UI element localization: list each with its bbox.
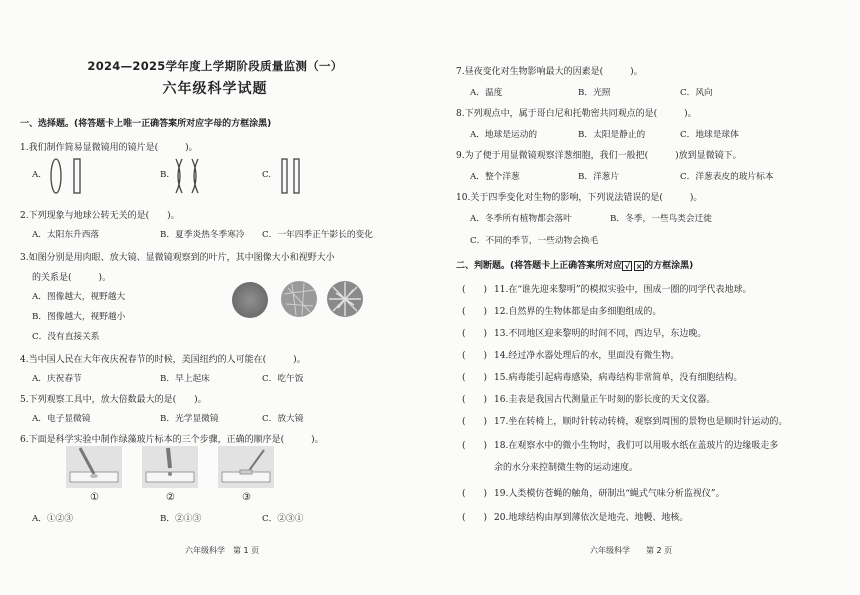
- leaf-naked-eye-image: [232, 282, 268, 318]
- judgement-18: 18.在观察水中的微小生物时，我们可以用吸水纸在盖玻片的边缘吸走多: [494, 441, 779, 451]
- q9-option-c: C．洋葱表皮的玻片标本: [680, 172, 774, 182]
- question-8: 8.下列观点中，属于哥白尼和托勒密共同观点的是( )。: [456, 109, 697, 119]
- step-3-label: ③: [242, 492, 251, 503]
- q8-option-c: C．地球是球体: [680, 130, 739, 140]
- leaf-magnifier-image: [280, 280, 318, 318]
- step-2-label: ②: [166, 492, 175, 503]
- judgement-paren: ( ): [462, 489, 488, 499]
- judgement-paren: ( ): [462, 307, 488, 317]
- judgement-paren: ( ): [462, 513, 488, 523]
- judgement-16: 16.圭表是我国古代测量正午时刻的影长度的天文仪器。: [494, 395, 716, 405]
- question-1: 1.我们制作简易显微镜用的镜片是( )。: [20, 143, 198, 153]
- judgement-14: 14.经过净水器处理后的水，里面没有微生物。: [494, 351, 680, 361]
- q7-option-a: A．温度: [470, 88, 503, 98]
- judgement-paren: ( ): [462, 351, 488, 361]
- q4-option-c: C．吃午饭: [262, 374, 304, 384]
- q5-option-a: A．电子显微镜: [32, 414, 91, 424]
- lens-option-c-icon: [278, 156, 318, 196]
- q1-option-c-label: C.: [262, 170, 272, 180]
- question-3-line-1: 3.如图分别是用肉眼、放大镜、显微镜观察到的叶片，其中图像大小和视野大小: [20, 253, 335, 263]
- check-box-icon: √: [622, 261, 632, 271]
- judgement-12: 12.自然界的生物体都是由多细胞组成的。: [494, 307, 662, 317]
- section-2-heading-end: 的方框涂黑): [644, 261, 694, 271]
- lens-option-a-icon: [48, 156, 108, 196]
- lens-option-b-icon: [172, 156, 232, 196]
- q1-option-b-label: B.: [160, 170, 170, 180]
- page-2-footer: 六年级科学 第 2 页: [590, 546, 673, 555]
- question-2: 2.下列现象与地球公转无关的是( )。: [20, 211, 180, 221]
- q4-option-a: A．庆祝春节: [32, 374, 82, 384]
- q3-option-b: B．图像越大，视野越小: [32, 312, 126, 322]
- q5-option-c: C．放大镜: [262, 414, 304, 424]
- q6-option-a: A．①②③: [32, 514, 74, 524]
- section-1-heading: 一、选择题。(将答题卡上唯一正确答案所对应字母的方框涂黑): [20, 119, 272, 129]
- slide-step-3-image: [218, 446, 274, 488]
- q9-option-b: B．洋葱片: [578, 172, 620, 182]
- judgement-paren: ( ): [462, 395, 488, 405]
- q3-option-c: C．没有直接关系: [32, 332, 100, 342]
- question-10: 10.关于四季变化对生物的影响，下列说法错误的是( )。: [456, 193, 703, 203]
- judgement-paren: ( ): [462, 417, 488, 427]
- slide-step-2-image: [142, 446, 198, 488]
- q10-option-b: B．冬季，一些鸟类会迁徙: [610, 214, 712, 224]
- q4-option-b: B．早上起床: [160, 374, 210, 384]
- q9-option-a: A．整个洋葱: [470, 172, 520, 182]
- question-3-line-2: 的关系是( )。: [32, 273, 112, 283]
- exam-title: 2024—2025学年度上学期阶段质量监测（一）: [87, 59, 343, 73]
- question-6: 6.下面是科学实验中制作绿藻玻片标本的三个步骤，正确的顺序是( )。: [20, 435, 324, 445]
- step-1-label: ①: [90, 492, 99, 503]
- judgement-17: 17.坐在转椅上，顺时针转动转椅，观察到周围的景物也是顺时针运动的。: [494, 417, 788, 427]
- judgement-19: 19.人类模仿苍蝇的触角，研制出“蝇式气味分析监视仪”。: [494, 489, 725, 499]
- q8-option-b: B．太阳是静止的: [578, 130, 646, 140]
- exam-subtitle: 六年级科学试题: [162, 81, 268, 97]
- question-4: 4.当中国人民在大年夜庆祝春节的时候，美国纽约的人可能在( )。: [20, 355, 306, 365]
- question-5: 5.下列观察工具中，放大倍数最大的是( )。: [20, 395, 207, 405]
- q6-option-b: B．②①③: [160, 514, 202, 524]
- judgement-15: 15.病毒能引起病毒感染，病毒结构非常简单，没有细胞结构。: [494, 373, 743, 383]
- judgement-18-line-2: 余的水分来控制微生物的运动速度。: [494, 463, 639, 473]
- judgement-paren: ( ): [462, 285, 488, 295]
- section-2-heading: [456, 258, 693, 271]
- leaf-microscope-image: [326, 280, 364, 318]
- q2-option-b: B．夏季炎热冬季寒冷: [160, 230, 245, 240]
- question-7: 7.昼夜变化对生物影响最大的因素是( )。: [456, 67, 643, 77]
- question-9: 9.为了便于用显微镜观察洋葱细胞，我们一般把( )放到显微镜下。: [456, 151, 742, 161]
- judgement-11: 11.在“谁先迎来黎明”的模拟实验中，围成一圈的同学代表地球。: [494, 285, 752, 295]
- judgement-20: 20.地球结构由厚到薄依次是地壳、地幔、地核。: [494, 513, 689, 523]
- q1-option-a-label: A.: [32, 170, 42, 180]
- q8-option-a: A．地球是运动的: [470, 130, 538, 140]
- q10-option-a: A．冬季所有植物都会落叶: [470, 214, 572, 224]
- q10-option-c: C．不同的季节，一些动物会换毛: [470, 236, 599, 246]
- slide-step-1-image: [66, 446, 122, 488]
- section-2-heading-start: 二、判断题。(将答题卡上正确答案所对应: [456, 261, 623, 271]
- judgement-paren: ( ): [462, 441, 488, 451]
- q2-option-a: A．太阳东升西落: [32, 230, 100, 240]
- judgement-13: 13.不同地区迎来黎明的时间不同，西边早，东边晚。: [494, 329, 707, 339]
- judgement-paren: ( ): [462, 329, 488, 339]
- page-1-footer: 六年级科学 第 1 页: [185, 546, 260, 555]
- q5-option-b: B．光学显微镜: [160, 414, 219, 424]
- exam-page-2: [430, 0, 860, 595]
- judgement-paren: ( ): [462, 373, 488, 383]
- q2-option-c: C．一年四季正午影长的变化: [262, 230, 373, 240]
- cross-box-icon: ×: [635, 261, 643, 271]
- q6-option-c: C．②③①: [262, 514, 304, 524]
- q7-option-c: C．风向: [680, 88, 713, 98]
- q3-option-a: A．图像越大，视野越大: [32, 292, 126, 302]
- q7-option-b: B．光照: [578, 88, 611, 98]
